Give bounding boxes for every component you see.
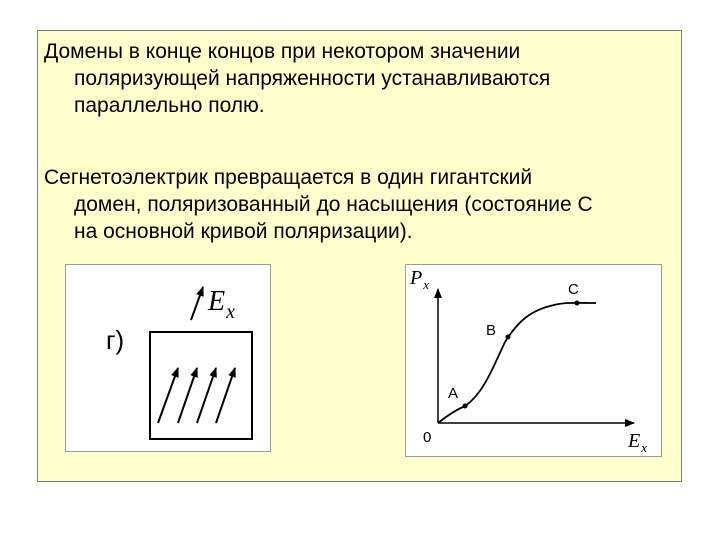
- paragraph-line: домен, поляризованный до насыщения (состояние С: [74, 193, 593, 216]
- paragraph-line: параллельно полю.: [74, 94, 265, 117]
- figure-label: г): [106, 325, 125, 355]
- polarization-curve: [438, 303, 596, 423]
- slide-panel: [37, 30, 682, 482]
- point-label-c: C: [568, 281, 579, 298]
- polarization-arrow: [178, 368, 197, 423]
- polarization-arrow: [197, 368, 216, 423]
- x-axis-label: $E_x$: [628, 430, 647, 455]
- curve-point-c: [575, 301, 580, 306]
- point-label-a: A: [448, 385, 459, 402]
- domain-figure: [65, 264, 271, 452]
- point-label-b: B: [486, 322, 497, 339]
- polarization-curve-figure: [405, 264, 662, 457]
- polarization-arrow: [158, 368, 178, 423]
- paragraph-line: поляризующей напряженности устанавливаются: [74, 67, 551, 90]
- y-axis-label: $P_x$: [410, 267, 429, 292]
- curve-point-b: [506, 335, 511, 340]
- paragraph-line: на основной кривой поляризации).: [74, 220, 413, 243]
- crystal-box: [150, 332, 252, 439]
- curve-point-a: [463, 404, 468, 409]
- origin-label: 0: [423, 429, 432, 446]
- domain-arrows: [158, 368, 235, 423]
- polarization-arrow: [216, 368, 235, 423]
- paragraph-ferroelectric: [44, 164, 674, 245]
- paragraph-domains: [44, 38, 674, 119]
- field-symbol: $E_x$: [208, 286, 235, 323]
- field-arrow: [191, 287, 203, 320]
- paragraph-line: Домены в конце концов при некотором значении: [44, 40, 521, 63]
- paragraph-line: Сегнетоэлектрик превращается в один гигантский: [44, 166, 533, 189]
